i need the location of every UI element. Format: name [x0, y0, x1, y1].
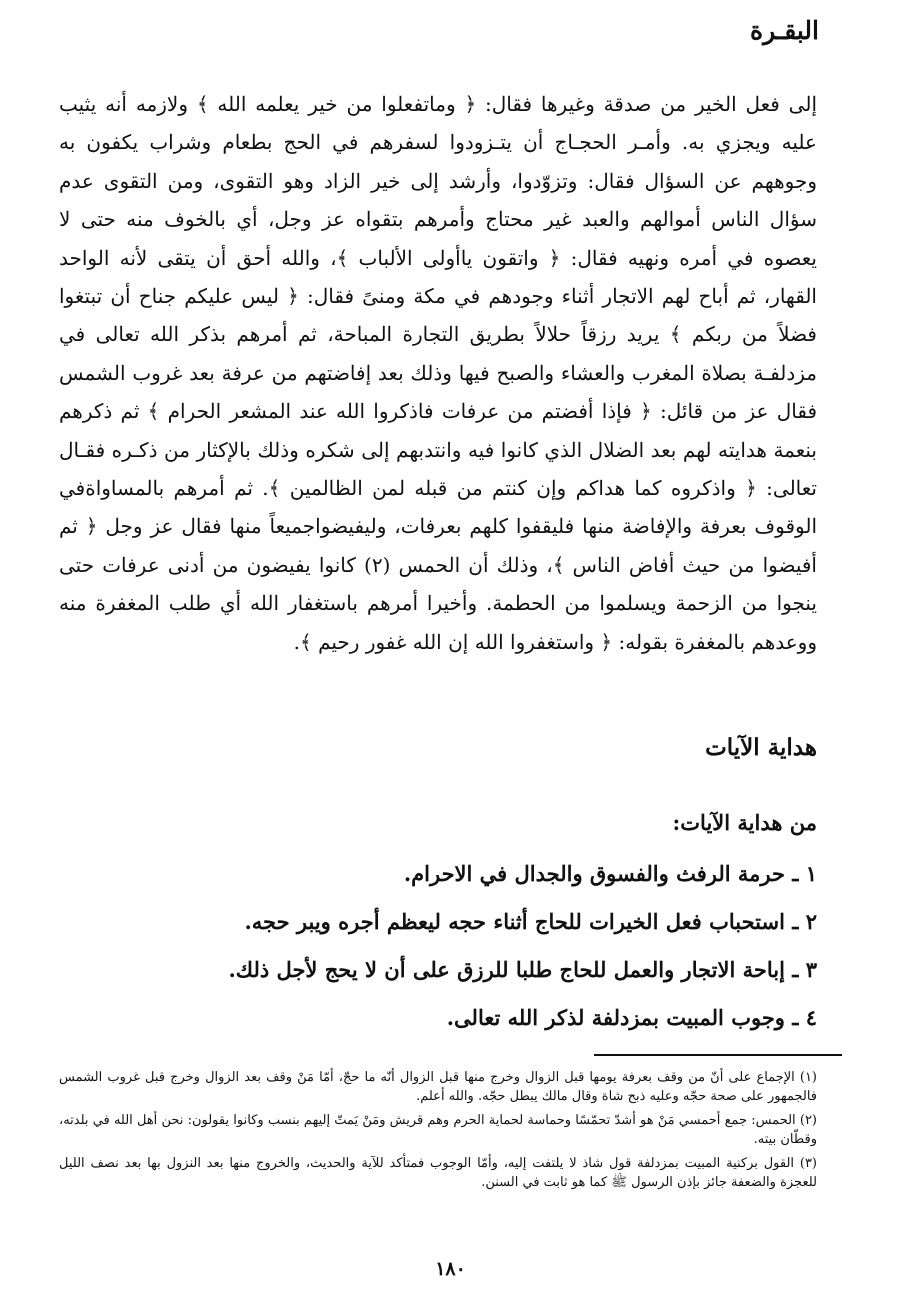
- lesson-item: ٢ ـ استحباب فعل الخيرات للحاج أثناء حجه ليعظم أجره ويبر حجه.: [244, 909, 817, 934]
- surah-header: البقـرة: [750, 16, 819, 45]
- lesson-item: ٤ ـ وجوب المبيت بمزدلفة لذكر الله تعالى.: [446, 1005, 817, 1030]
- tafsir-body: [59, 85, 817, 661]
- footnote-item: (١) الإجماع على أنّ من وقف بعرفة يومها قبل الزوال وخرج منها قبل الزوال أنّه ما حجّ، أمّا مَنْ وقف بعد الزوال وخرج قبل غروب الشمس فالجمهور على صحة حجّه وعليه ذبح شاة وقال مالك يبطل حجّه. والله أعلم.: [59, 1070, 817, 1104]
- tafsir-paragraph: إلى فعل الخير من صدقة وغيرها فقال: ﴿ وماتفعلوا من خير يعلمه الله ﴾ ولازمه أنه يثيب عليه ويجزي به. وأمـر الحجـاج أن يتـزودوا لسفرهم في الحج بطعام وشراب يكفون به وجوههم عن السؤال فقال: وتزوّدوا، وأرشد إلى خير الزاد وهو التقوى، ومن التقوى عدم سؤال الناس أموالهم والعبد غير محتاج وأمرهم بتقواه عز وجل، أي بالخوف منه حتى لا يعصوه في أمره ونهيه فقال: ﴿ واتقون ياأولى الألباب ﴾، والله أحق أن يتقى لأنه الواحد القهار، ثم أباح لهم الاتجار أثناء وجودهم في مكة ومنىً فقال: ﴿ ليس عليكم جناح أن تبتغوا فضلاً من ربكم ﴾ يريد رزقاً حلالاً بطريق التجارة المباحة، ثم أمرهم بذكر الله تعالى في مزدلفـة بصلاة المغرب والعشاء والصبح فيها وذلك بعد إفاضتهم من عرفة بعد غروب الشمس فقال عز من قائل: ﴿ فإذا أفضتم من عرفات فاذكروا الله عند المشعر الحرام ﴾ ثم ذكرهم بنعمة هدايته لهم بعد الضلال الذي كانوا فيه وانتدبهم إلى شكره وذلك بالإكثار من ذكـره فقـال تعالى: ﴿ واذكروه كما هداكم وإن كنتم من قبله لمن الظالمين ﴾. ثم أمرهم بالمساواةفي الوقوف بعرفة والإفاضة منها فليقفوا كلهم بعرفات، وليفيضواجميعاً منها فقال عز وجل ﴿ ثم أفيضوا من حيث أفاض الناس ﴾، وذلك أن الحمس (٢) كانوا يفيضون من أدنى عرفات حتى ينجوا من الزحمة ويسلموا من الحطمة. وأخيرا أمرهم باستغفار الله أي طلب المغفرة منه ووعدهم بالمغفرة بقوله: ﴿ واستغفروا الله إن الله غفور رحيم ﴾.: [59, 92, 817, 654]
- lesson-item: ٣ ـ إباحة الاتجار والعمل للحاج طلبا للرزق على أن لا يحج لأجل ذلك.: [228, 957, 817, 982]
- footnotes: [59, 1068, 817, 1197]
- section-subtitle: من هداية الآيات:: [672, 810, 817, 835]
- footnote-item: (٣) القول بركنية المبيت بمزدلفة قول شاذ لا يلتفت إليه، وأمّا الوجوب فمتأكد للآية والحديث، والخروج منها بعد النزول بها بعد نصف الليل للعجزة والضعفة جائز بإذن الرسول ﷺ كما هو ثابت في السنن.: [59, 1156, 817, 1190]
- lessons-list: [59, 850, 817, 1042]
- page-number: ١٨٠: [435, 1258, 466, 1280]
- lesson-item: ١ ـ حرمة الرفث والفسوق والجدال في الاحرام.: [403, 861, 817, 886]
- section-title: هداية الآيات: [705, 734, 817, 761]
- footnote-separator: [594, 1054, 842, 1056]
- footnote-item: (٢) الحمس: جمع أحمسي مَنْ هو أشدّ تحمّسًا وحماسة لحماية الحرم وهم قريش ومَنْ يَمتّ إليهم بنسب وكانوا يقولون: نحن أهل الله في بلدته، وقطّان بيته.: [59, 1113, 817, 1147]
